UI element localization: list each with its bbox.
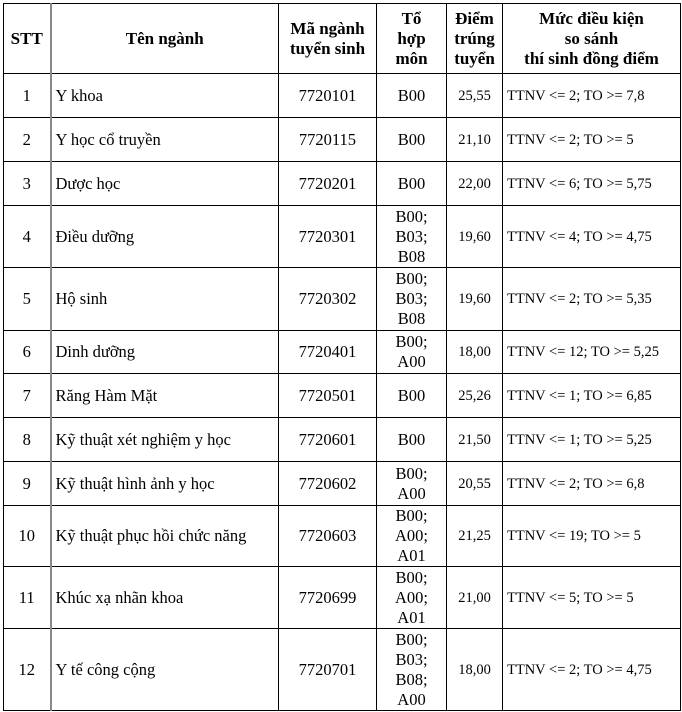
table-row [4, 418, 681, 462]
row-stt: 7 [4, 374, 51, 418]
row-major-code: 7720115 [279, 118, 377, 162]
header-condition-line2: so sánh [564, 28, 619, 48]
row-subject-combos [377, 74, 447, 118]
subject-combo: B08; [395, 669, 428, 689]
row-stt: 6 [4, 331, 51, 374]
row-admission-score: 18,00 [447, 331, 503, 374]
subject-combo: B00 [397, 385, 426, 405]
subject-combo: B00; [395, 332, 428, 351]
subject-combo: B00; [395, 567, 428, 587]
row-tie-break-condition: TTNV <= 2; TO >= 4,75 [503, 629, 681, 711]
subject-combo: B00 [397, 429, 426, 449]
row-stt: 4 [4, 206, 51, 268]
subject-combo: A00 [397, 689, 426, 709]
row-major-code: 7720701 [279, 629, 377, 711]
row-major-code: 7720699 [279, 567, 377, 629]
row-major-name: Dược học [51, 162, 279, 206]
row-admission-score: 20,55 [447, 462, 503, 506]
row-subject-combos [377, 118, 447, 162]
row-tie-break-condition: TTNV <= 5; TO >= 5 [503, 567, 681, 629]
table-row [4, 331, 681, 374]
table-row [4, 374, 681, 418]
header-score [447, 4, 503, 74]
header-name-label: Tên ngành [125, 28, 204, 48]
row-admission-score: 21,50 [447, 418, 503, 462]
row-admission-score: 22,00 [447, 162, 503, 206]
subject-combo: A00; [395, 587, 428, 607]
row-major-name: Kỹ thuật xét nghiệm y học [51, 418, 279, 462]
row-major-code: 7720301 [279, 206, 377, 268]
row-tie-break-condition: TTNV <= 6; TO >= 5,75 [503, 162, 681, 206]
row-admission-score: 19,60 [447, 206, 503, 268]
subject-combo: A00; [395, 526, 428, 545]
subject-combo: B03; [395, 289, 428, 308]
row-major-name: Dinh dưỡng [51, 331, 279, 374]
subject-combo: A01 [397, 607, 426, 627]
subject-combo: B00; [395, 206, 428, 226]
header-condition-line3: thí sinh đồng điểm [524, 48, 659, 68]
row-subject-combos [377, 374, 447, 418]
row-major-name: Y học cổ truyền [51, 118, 279, 162]
subject-combo: A00 [397, 352, 426, 371]
subject-combo: B00; [395, 629, 428, 649]
header-combo-line3: môn [395, 48, 428, 68]
row-subject-combos [377, 331, 447, 374]
header-code [279, 4, 377, 74]
subject-combo: B00 [397, 85, 426, 105]
row-stt: 10 [4, 506, 51, 567]
subject-combo: A01 [397, 546, 426, 565]
row-subject-combos [377, 506, 447, 567]
header-score-line1: Điểm [455, 8, 494, 28]
header-combo-line1: Tổ [401, 8, 422, 28]
header-score-line3: tuyển [454, 48, 495, 68]
row-tie-break-condition: TTNV <= 1; TO >= 5,25 [503, 418, 681, 462]
row-major-code: 7720101 [279, 74, 377, 118]
row-stt: 2 [4, 118, 51, 162]
header-condition [503, 4, 681, 74]
row-admission-score: 18,00 [447, 629, 503, 711]
subject-combo: B03; [395, 649, 428, 669]
subject-combo: B08 [397, 246, 426, 266]
row-major-name: Y khoa [51, 74, 279, 118]
subject-combo: B00; [395, 463, 428, 483]
row-major-name: Kỹ thuật phục hồi chức năng [51, 506, 279, 567]
row-stt: 9 [4, 462, 51, 506]
subject-combo: B00; [395, 269, 428, 288]
admission-scores-table [3, 3, 681, 711]
row-subject-combos [377, 567, 447, 629]
header-condition-line1: Mức điều kiện [539, 8, 644, 28]
row-major-name: Răng Hàm Mặt [51, 374, 279, 418]
row-subject-combos [377, 462, 447, 506]
row-subject-combos [377, 162, 447, 206]
row-major-name: Y tế công cộng [51, 629, 279, 711]
table-header-row [4, 4, 681, 74]
subject-combo: B08 [397, 309, 426, 328]
row-admission-score: 25,26 [447, 374, 503, 418]
row-major-code: 7720401 [279, 331, 377, 374]
subject-combo: A00 [397, 483, 426, 503]
row-major-name: Hộ sinh [51, 268, 279, 331]
row-stt: 1 [4, 74, 51, 118]
row-tie-break-condition: TTNV <= 1; TO >= 6,85 [503, 374, 681, 418]
row-tie-break-condition: TTNV <= 2; TO >= 5 [503, 118, 681, 162]
table-row [4, 162, 681, 206]
table-row [4, 567, 681, 629]
header-combo-line2: hợp [397, 28, 426, 48]
row-major-name: Điều dưỡng [51, 206, 279, 268]
subject-combo: B00 [397, 173, 426, 193]
table-row [4, 118, 681, 162]
header-stt-label: STT [10, 28, 43, 48]
table-row [4, 74, 681, 118]
row-tie-break-condition: TTNV <= 2; TO >= 7,8 [503, 74, 681, 118]
row-stt: 11 [4, 567, 51, 629]
row-subject-combos [377, 629, 447, 711]
row-admission-score: 19,60 [447, 268, 503, 331]
row-major-code: 7720601 [279, 418, 377, 462]
row-admission-score: 21,00 [447, 567, 503, 629]
header-score-line2: trúng [454, 28, 495, 48]
row-tie-break-condition: TTNV <= 2; TO >= 6,8 [503, 462, 681, 506]
row-tie-break-condition: TTNV <= 4; TO >= 4,75 [503, 206, 681, 268]
subject-combo: B00 [397, 129, 426, 149]
subject-combo: B00; [395, 506, 428, 525]
header-code-line1: Mã ngành [290, 18, 365, 38]
row-major-code: 7720501 [279, 374, 377, 418]
table-row [4, 206, 681, 268]
header-stt [4, 4, 51, 74]
header-combo [377, 4, 447, 74]
subject-combo: B03; [395, 226, 428, 246]
header-name [51, 4, 279, 74]
row-subject-combos [377, 418, 447, 462]
table-row [4, 629, 681, 711]
table-body [4, 74, 681, 711]
row-major-name: Khúc xạ nhãn khoa [51, 567, 279, 629]
row-stt: 8 [4, 418, 51, 462]
header-code-line2: tuyển sinh [289, 38, 366, 58]
row-stt: 3 [4, 162, 51, 206]
row-tie-break-condition: TTNV <= 12; TO >= 5,25 [503, 331, 681, 374]
row-admission-score: 21,10 [447, 118, 503, 162]
row-tie-break-condition: TTNV <= 19; TO >= 5 [503, 506, 681, 567]
row-major-name: Kỹ thuật hình ảnh y học [51, 462, 279, 506]
row-major-code: 7720201 [279, 162, 377, 206]
table-row [4, 506, 681, 567]
row-stt: 5 [4, 268, 51, 331]
table-row [4, 462, 681, 506]
row-admission-score: 21,25 [447, 506, 503, 567]
row-tie-break-condition: TTNV <= 2; TO >= 5,35 [503, 268, 681, 331]
row-subject-combos [377, 206, 447, 268]
table-row [4, 268, 681, 331]
row-major-code: 7720602 [279, 462, 377, 506]
row-admission-score: 25,55 [447, 74, 503, 118]
row-major-code: 7720302 [279, 268, 377, 331]
row-stt: 12 [4, 629, 51, 711]
row-major-code: 7720603 [279, 506, 377, 567]
row-subject-combos [377, 268, 447, 331]
